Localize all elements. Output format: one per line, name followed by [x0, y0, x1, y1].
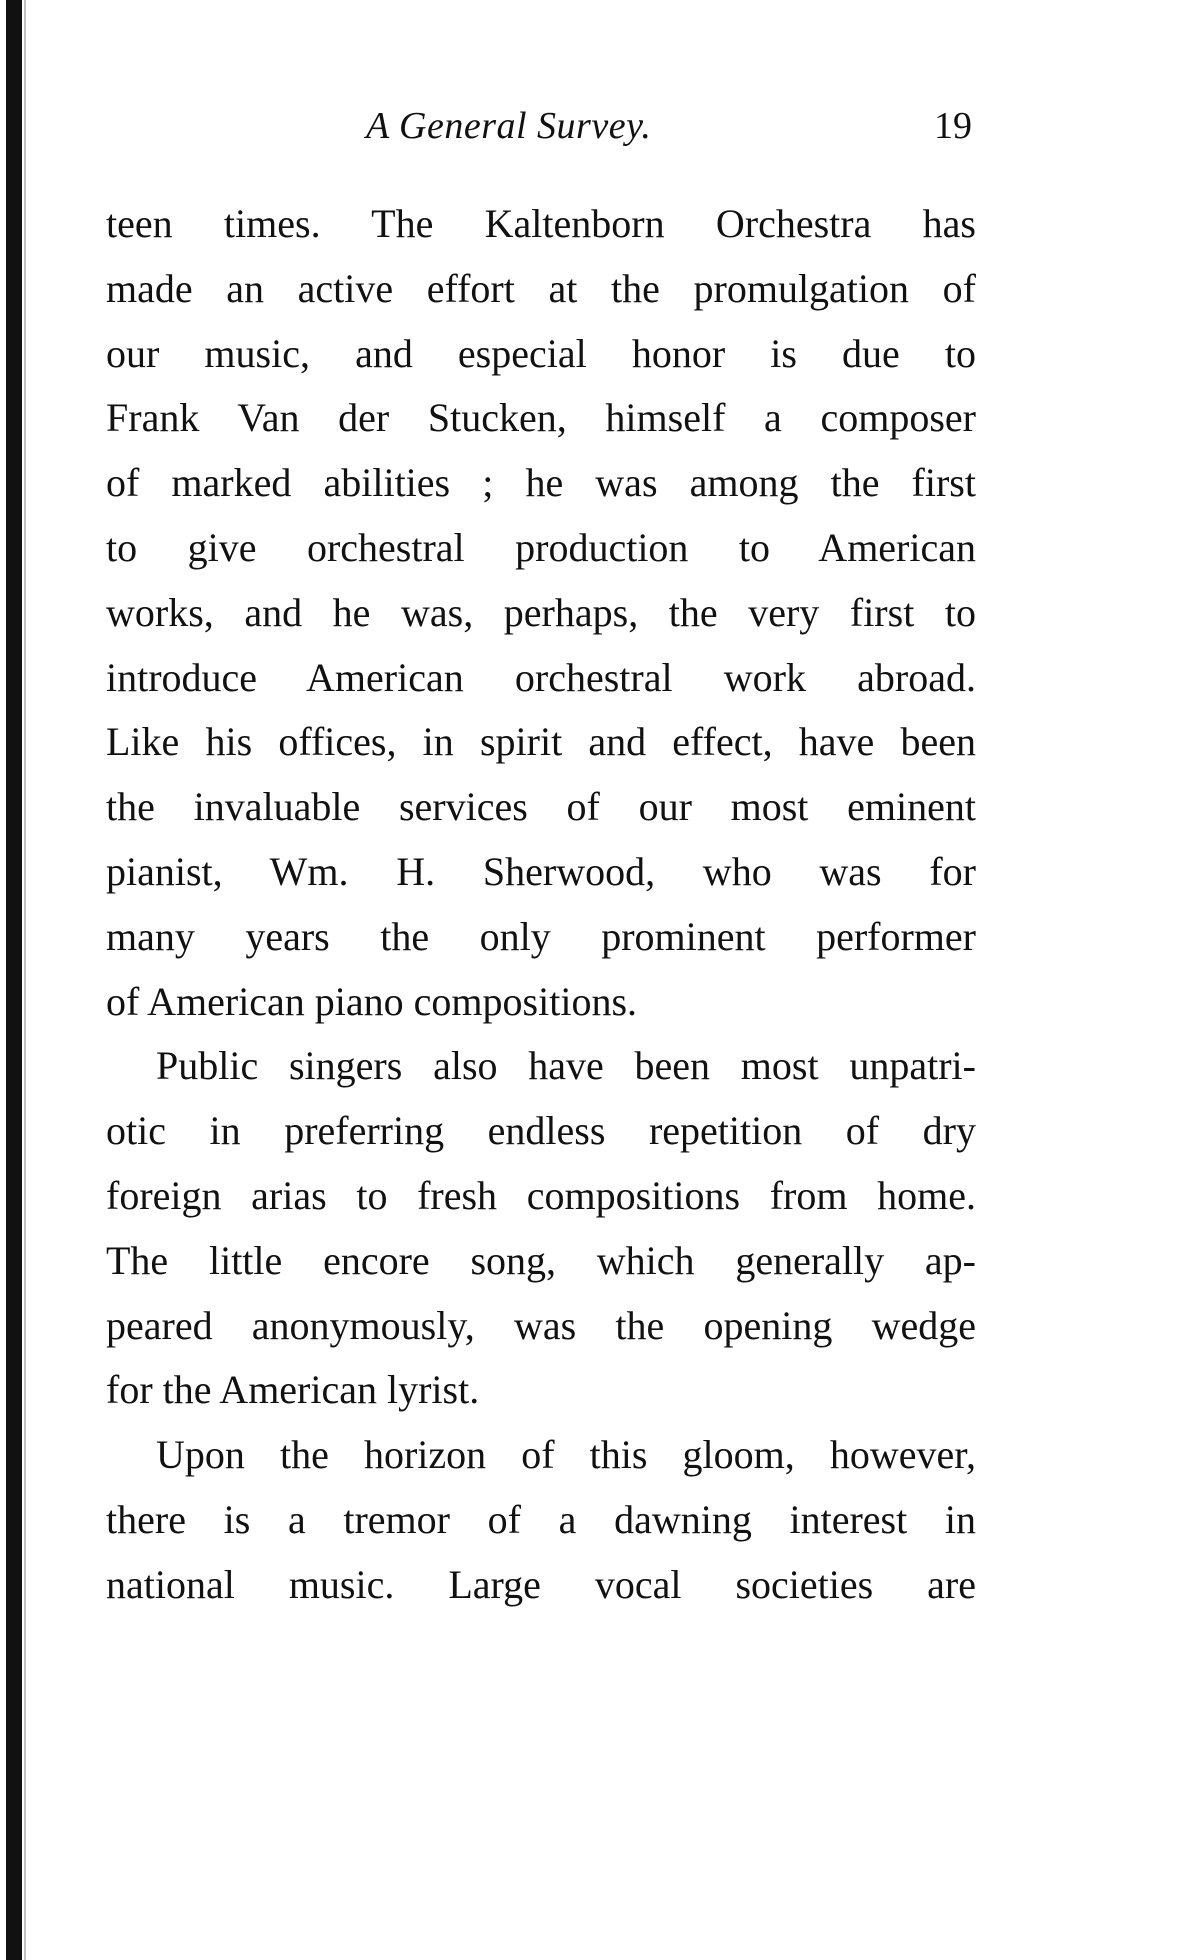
- text-line: many years the only prominent performer: [106, 913, 976, 959]
- page-number: 19: [934, 105, 972, 147]
- text-line: Upon the horizon of this gloom, however,: [156, 1432, 976, 1478]
- text-line: there is a tremor of a dawning interest in: [106, 1496, 976, 1542]
- text-line: otic in preferring endless repetition of dry: [106, 1108, 976, 1154]
- page-edge-line: [24, 0, 26, 1960]
- text-line: introduce American orchestral work abroad.: [106, 654, 976, 700]
- text-line: foreign arias to fresh compositions from home.: [106, 1172, 976, 1218]
- text-line: works, and he was, perhaps, the very first to: [106, 589, 976, 635]
- text-line: The little encore song, which generally ap-: [106, 1237, 976, 1283]
- text-line: the invaluable services of our most eminent: [106, 784, 976, 830]
- text-line: Like his offices, in spirit and effect, have been: [106, 719, 976, 765]
- running-title: A General Survey.: [366, 105, 652, 147]
- text-line: of American piano compositions.: [106, 978, 638, 1024]
- text-line: Public singers also have been most unpatri-: [156, 1043, 976, 1089]
- body-text: [106, 192, 976, 1618]
- text-line: to give orchestral production to American: [106, 524, 976, 570]
- text-line: Frank Van der Stucken, himself a composer: [106, 395, 976, 441]
- text-line: teen times. The Kaltenborn Orchestra has: [106, 201, 976, 246]
- text-line: national music. Large vocal societies are: [106, 1561, 976, 1607]
- text-line: peared anonymously, was the opening wedge: [106, 1302, 976, 1348]
- text-line: made an active effort at the promulgation of: [106, 265, 976, 311]
- page-edge-shadow: [6, 0, 22, 1960]
- text-line: of marked abilities ; he was among the first: [106, 460, 976, 506]
- text-line: for the American lyrist.: [106, 1367, 480, 1413]
- text-line: our music, and especial honor is due to: [106, 330, 976, 376]
- text-line: pianist, Wm. H. Sherwood, who was for: [106, 848, 976, 894]
